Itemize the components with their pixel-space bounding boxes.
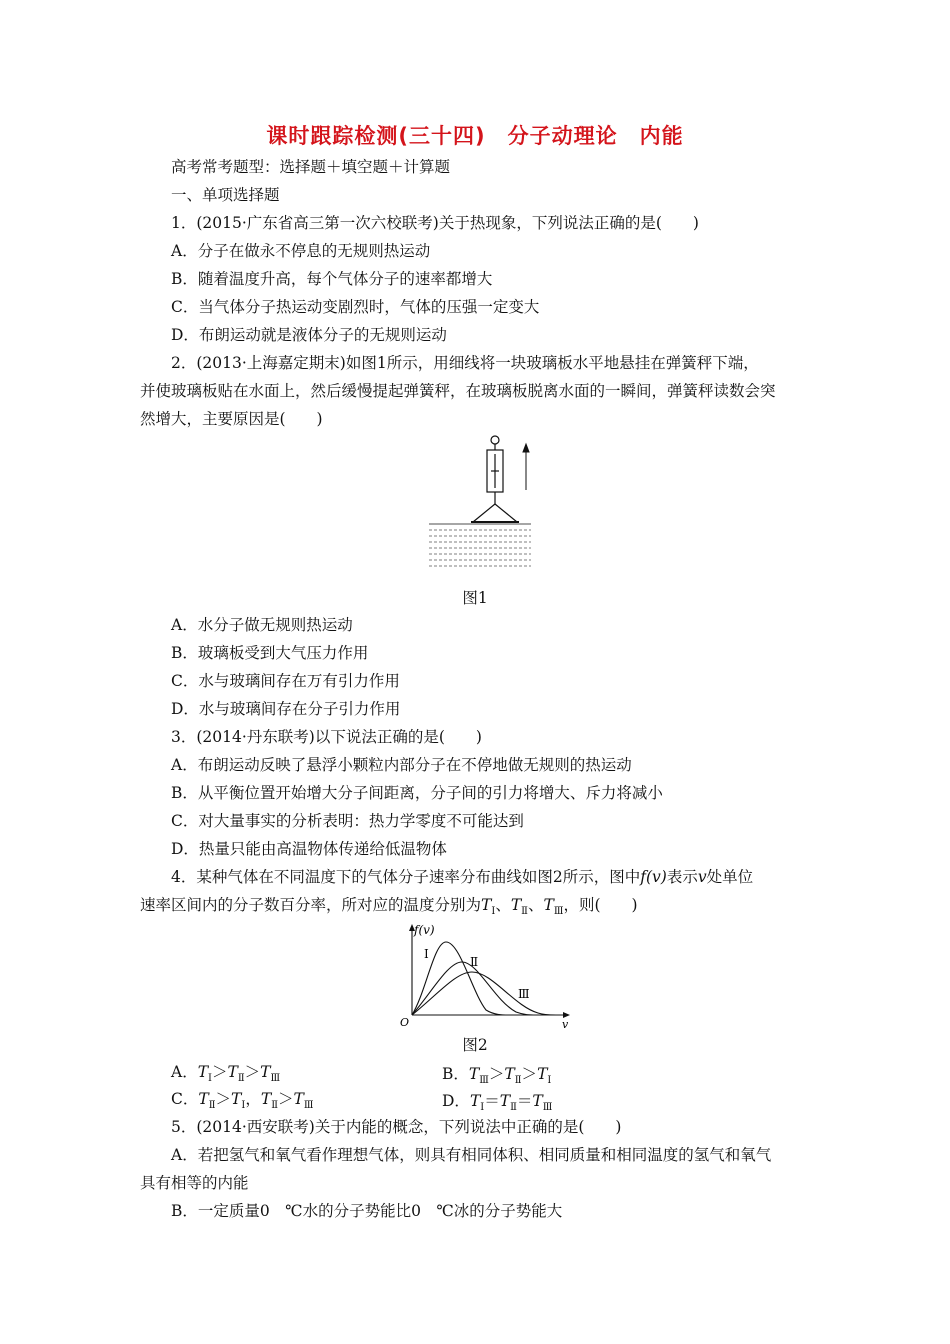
sub-1: Ⅰ — [241, 1100, 246, 1112]
curve-label-1: Ⅰ — [424, 947, 429, 961]
q3-option-d: D．热量只能由高温物体传递给低温物体 — [171, 840, 447, 858]
t-symbol: T — [499, 1092, 511, 1110]
page-title: 课时跟踪检测(三十四) 分子动理论 内能 — [266, 124, 684, 148]
q2-option-d: D．水与玻璃间存在分子引力作用 — [171, 700, 401, 718]
sub-3: Ⅲ — [479, 1075, 489, 1087]
gt-sign: ＞ — [521, 1065, 538, 1083]
figure-2-speed-distribution — [398, 922, 578, 1032]
sub-1: Ⅰ — [547, 1075, 552, 1087]
q4-stem-text-e: ，则( ) — [563, 896, 638, 914]
q4-stem-text-d: 速率区间内的分子数百分率，所对应的温度分别为 — [140, 896, 482, 914]
q4-option-a — [171, 1062, 280, 1089]
t-symbol: T — [537, 1065, 548, 1083]
t-symbol: T — [532, 1092, 543, 1110]
sub-3: Ⅲ — [553, 906, 564, 918]
t-symbol: T — [260, 1090, 272, 1108]
q2-option-b: B．玻璃板受到大气压力作用 — [171, 644, 369, 662]
sub-2: Ⅱ — [271, 1100, 278, 1112]
comma: ， — [245, 1090, 261, 1108]
t-symbol: T — [468, 1065, 480, 1083]
q5-option-b: B．一定质量0 ℃水的分子势能比0 ℃冰的分子势能大 — [171, 1202, 563, 1220]
eq-sign: ＝ — [484, 1092, 500, 1110]
origin-label: O — [400, 1016, 410, 1029]
gt-sign: ＞ — [488, 1065, 505, 1083]
gt-sign: ＞ — [215, 1090, 232, 1108]
t-symbol: T — [293, 1090, 304, 1108]
q3-option-a: A．布朗运动反映了悬浮小颗粒内部分子在不停地做无规则的热运动 — [171, 756, 632, 774]
q2-stem-line1: 2．(2013·上海嘉定期末)如图1所示，用细线将一块玻璃板水平地悬挂在弹簧秤下端， — [171, 354, 759, 372]
t-symbol: T — [260, 1063, 271, 1081]
q3-option-b: B．从平衡位置开始增大分子间距离，分子间的引力将增大、斥力将减小 — [171, 784, 663, 802]
option-label: A． — [171, 1063, 198, 1081]
sub-2: Ⅱ — [237, 1073, 245, 1085]
gt-sign: ＞ — [212, 1063, 228, 1081]
sub-1: Ⅰ — [480, 1102, 485, 1114]
q1-option-a: A．分子在做永不停息的无规则热运动 — [171, 242, 431, 260]
option-label: C． — [171, 1090, 199, 1108]
q4-option-d — [442, 1089, 552, 1113]
q4-option-b — [442, 1062, 551, 1086]
q2-option-c: C．水与玻璃间存在万有引力作用 — [171, 672, 400, 690]
t-symbol: T — [231, 1090, 242, 1108]
y-axis-label: f(v) — [414, 923, 435, 937]
t-symbol: T — [504, 1065, 515, 1083]
sub-2: Ⅱ — [510, 1102, 517, 1114]
q2-option-a: A．水分子做无规则热运动 — [171, 616, 353, 634]
spring-scale-icon — [471, 436, 519, 522]
q1-stem: 1．(2015·广东省高三第一次六校联考)关于热现象，下列说法正确的是( ) — [171, 214, 699, 232]
q4-option-c — [171, 1089, 314, 1116]
q4-fv-symbol: f(v) — [640, 868, 667, 886]
curve-label-2: Ⅱ — [470, 955, 479, 969]
q4-v-symbol: v — [697, 868, 707, 886]
option-label: D． — [442, 1092, 470, 1110]
gt-sign: ＞ — [277, 1090, 294, 1108]
t-symbol: T — [543, 896, 554, 914]
t-symbol: T — [481, 896, 492, 914]
option-label: B． — [442, 1065, 469, 1083]
q2-stem-line2: 并使玻璃板贴在水面上，然后缓慢提起弹簧秤，在玻璃板脱离水面的一瞬间，弹簧秤读数会突 — [140, 382, 776, 400]
t-symbol: T — [510, 896, 522, 914]
curve-label-3: Ⅲ — [518, 987, 530, 1001]
section-heading: 一、单项选择题 — [171, 186, 280, 204]
sub-3: Ⅲ — [542, 1102, 553, 1114]
figure-1-spring-scale — [425, 432, 535, 572]
q2-stem-line3: 然增大，主要原因是( ) — [140, 410, 323, 428]
upward-arrow-icon — [523, 444, 529, 490]
gt-sign: ＞ — [244, 1063, 261, 1081]
separator: 、 — [495, 896, 511, 914]
q3-stem: 3．(2014·丹东联考)以下说法正确的是( ) — [171, 728, 482, 746]
q1-option-c: C．当气体分子热运动变剧烈时，气体的压强一定变大 — [171, 298, 540, 316]
sub-2: Ⅱ — [208, 1100, 216, 1112]
t-symbol: T — [197, 1063, 209, 1081]
q1-option-b: B．随着温度升高，每个气体分子的速率都增大 — [171, 270, 493, 288]
figure-1-caption: 图1 — [462, 589, 488, 607]
q3-option-c: C．对大量事实的分析表明：热力学零度不可能达到 — [171, 812, 524, 830]
t-symbol: T — [198, 1090, 209, 1108]
eq-sign: ＝ — [516, 1092, 533, 1110]
q5-option-a-line2: 具有相等的内能 — [140, 1174, 249, 1192]
q4-stem-text-a: 4．某种气体在不同温度下的气体分子速率分布曲线如图2所示，图中 — [171, 868, 641, 886]
q4-stem-line2 — [140, 895, 638, 922]
figure-2-caption: 图2 — [462, 1036, 488, 1054]
sub-1: Ⅰ — [208, 1073, 212, 1085]
q4-stem-text-c: 处单位 — [706, 868, 754, 886]
separator: 、 — [527, 896, 544, 914]
question-types: 高考常考题型：选择题＋填空题＋计算题 — [171, 158, 451, 176]
sub-3: Ⅲ — [303, 1100, 314, 1112]
q4-stem-line1 — [171, 867, 753, 887]
t-symbol: T — [227, 1063, 238, 1081]
q1-option-d: D．布朗运动就是液体分子的无规则运动 — [171, 326, 447, 344]
sub-3: Ⅲ — [270, 1073, 281, 1085]
sub-1: Ⅰ — [491, 906, 496, 918]
q5-option-a-line1: A．若把氢气和氧气看作理想气体，则具有相同体积、相同质量和相同温度的氢气和氧气 — [171, 1146, 772, 1164]
x-axis-label: v — [562, 1018, 569, 1031]
water-surface — [429, 524, 531, 566]
sub-2: Ⅱ — [521, 906, 528, 918]
t-symbol: T — [469, 1092, 481, 1110]
q4-stem-text-b: 表示 — [666, 868, 698, 886]
q5-stem: 5．(2014·西安联考)关于内能的概念，下列说法中正确的是( ) — [171, 1118, 622, 1136]
sub-2: Ⅱ — [514, 1075, 522, 1087]
